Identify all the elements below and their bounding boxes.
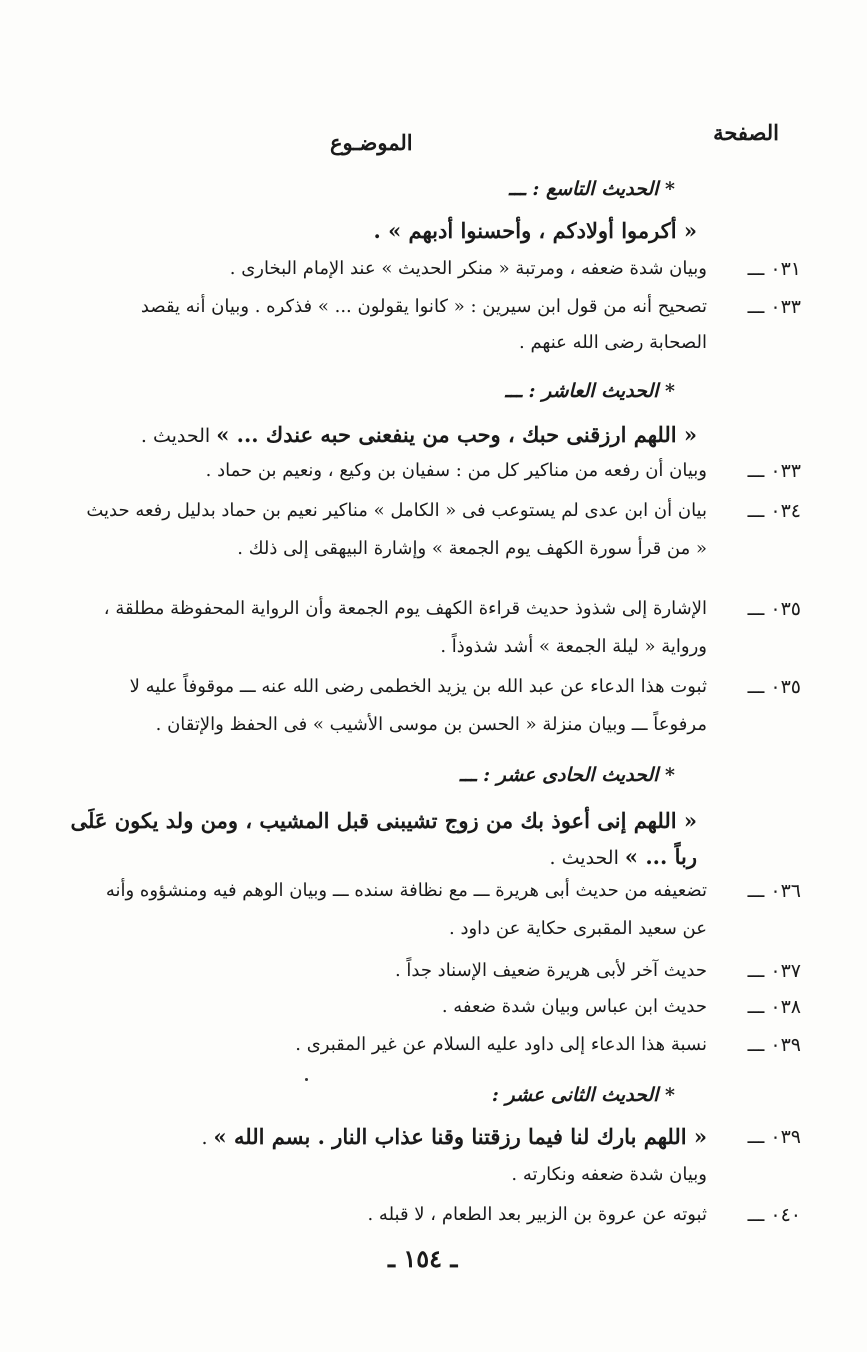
hadith-quote xyxy=(201,1126,707,1148)
hadith-quote-text: « اللهم بارك لنا فيما رزقتنا وقنا عذاب النار . بسم الله » xyxy=(213,1124,707,1149)
topic-column-header: الموضـوع xyxy=(330,130,413,155)
section-heading: * الحديث التاسع : ـــ xyxy=(509,178,675,200)
entry-text: ثبوته عن عروة بن الزبير بعد الطعام ، لا قبله . xyxy=(367,1204,707,1225)
entry-number: ٠٣٥ ـــ xyxy=(747,598,801,620)
entry-number: ٠٣٩ ـــ xyxy=(747,1034,801,1056)
entry-text: تصحيح أنه من قول ابن سيرين : « كانوا يقولون ... » فذكره . وبيان أنه يقصد xyxy=(140,296,707,317)
section-heading: * الحديث الثانى عشر : xyxy=(491,1084,675,1106)
hadith-quote-tail: الحديث . xyxy=(140,425,217,447)
entry-number: ٠٣٣ ـــ xyxy=(747,296,801,318)
entry-text: عن سعيد المقبرى حكاية عن داود . xyxy=(449,918,707,939)
section-heading: * الحديث الحادى عشر : ـــ xyxy=(459,764,675,786)
hadith-quote-tail: الحديث . xyxy=(549,847,625,869)
entry-number: ٠٣٤ ـــ xyxy=(747,500,801,522)
entry-number: ٠٣٩ ـــ xyxy=(747,1126,801,1148)
entry-number: ٠٤٠ ـــ xyxy=(747,1204,801,1226)
entry-text: مرفوعاً ـــ وبيان منزلة « الحسن بن موسى الأشيب » فى الحفظ والإتقان . xyxy=(155,714,707,735)
section-heading: * الحديث العاشر : ـــ xyxy=(505,380,675,402)
hadith-quote xyxy=(550,846,697,868)
entry-text: تضعيفه من حديث أبى هريرة ـــ مع نظافة سنده ـــ وبيان الوهم فيه ومنشؤوه وأنه xyxy=(105,880,707,901)
entry-text: الصحابة رضى الله عنهم . xyxy=(519,332,707,353)
ink-speck xyxy=(305,1078,308,1081)
entry-text: وبيان شدة ضعفه ، ومرتبة « منكر الحديث » عند الإمام البخارى . xyxy=(229,258,707,279)
page-number: ـ ١٥٤ ـ xyxy=(388,1244,458,1273)
hadith-quote-text: « اللهم ارزقنى حبك ، وحب من ينفعنى حبه عندك ... » xyxy=(216,422,697,447)
entry-text: حديث آخر لأبى هريرة ضعيف الإسناد جداً . xyxy=(394,960,707,981)
entry-text: الإشارة إلى شذوذ حديث قراءة الكهف يوم الجمعة وأن الرواية المحفوظة مطلقة ، xyxy=(103,598,707,619)
entry-number: ٠٣٨ ـــ xyxy=(747,996,801,1018)
entry-text: ورواية « ليلة الجمعة » أشد شذوذاً . xyxy=(440,636,707,657)
entry-text: بيان أن ابن عدى لم يستوعب فى « الكامل » مناكير نعيم بن حماد بدليل رفعه حديث xyxy=(86,500,707,521)
entry-text: حديث ابن عباس وبيان شدة ضعفه . xyxy=(441,996,707,1017)
entry-text: وبيان أن رفعه من مناكير كل من : سفيان بن وكيع ، ونعيم بن حماد . xyxy=(205,460,707,481)
page-column-header: الصفحة xyxy=(713,120,779,145)
entry-number: ٠٣٦ ـــ xyxy=(747,880,801,902)
hadith-quote: « اللهم إنى أعوذ بك من زوج تشيبنى قبل المشيب ، ومن ولد يكون عَلَى xyxy=(70,808,697,833)
entry-number: ٠٣١ ـــ xyxy=(747,258,801,280)
entry-text: وبيان شدة ضعفه ونكارته . xyxy=(511,1164,707,1185)
hadith-quote-tail: . xyxy=(201,1127,214,1149)
entry-number: ٠٣٥ ـــ xyxy=(747,676,801,698)
entry-text: ثبوت هذا الدعاء عن عبد الله بن يزيد الخطمى رضى الله عنه ـــ موقوفاً عليه لا xyxy=(129,676,707,697)
hadith-quote xyxy=(141,424,697,446)
entry-number: ٠٣٧ ـــ xyxy=(747,960,801,982)
entry-text: « من قرأ سورة الكهف يوم الجمعة » وإشارة البيهقى إلى ذلك . xyxy=(237,538,707,559)
entry-text: نسبة هذا الدعاء إلى داود عليه السلام عن غير المقبرى . xyxy=(295,1034,707,1055)
hadith-quote-text: رباً ... » xyxy=(624,844,697,869)
hadith-quote: « أكرموا أولادكم ، وأحسنوا أدبهم » . xyxy=(373,218,697,243)
entry-number: ٠٣٣ ـــ xyxy=(747,460,801,482)
